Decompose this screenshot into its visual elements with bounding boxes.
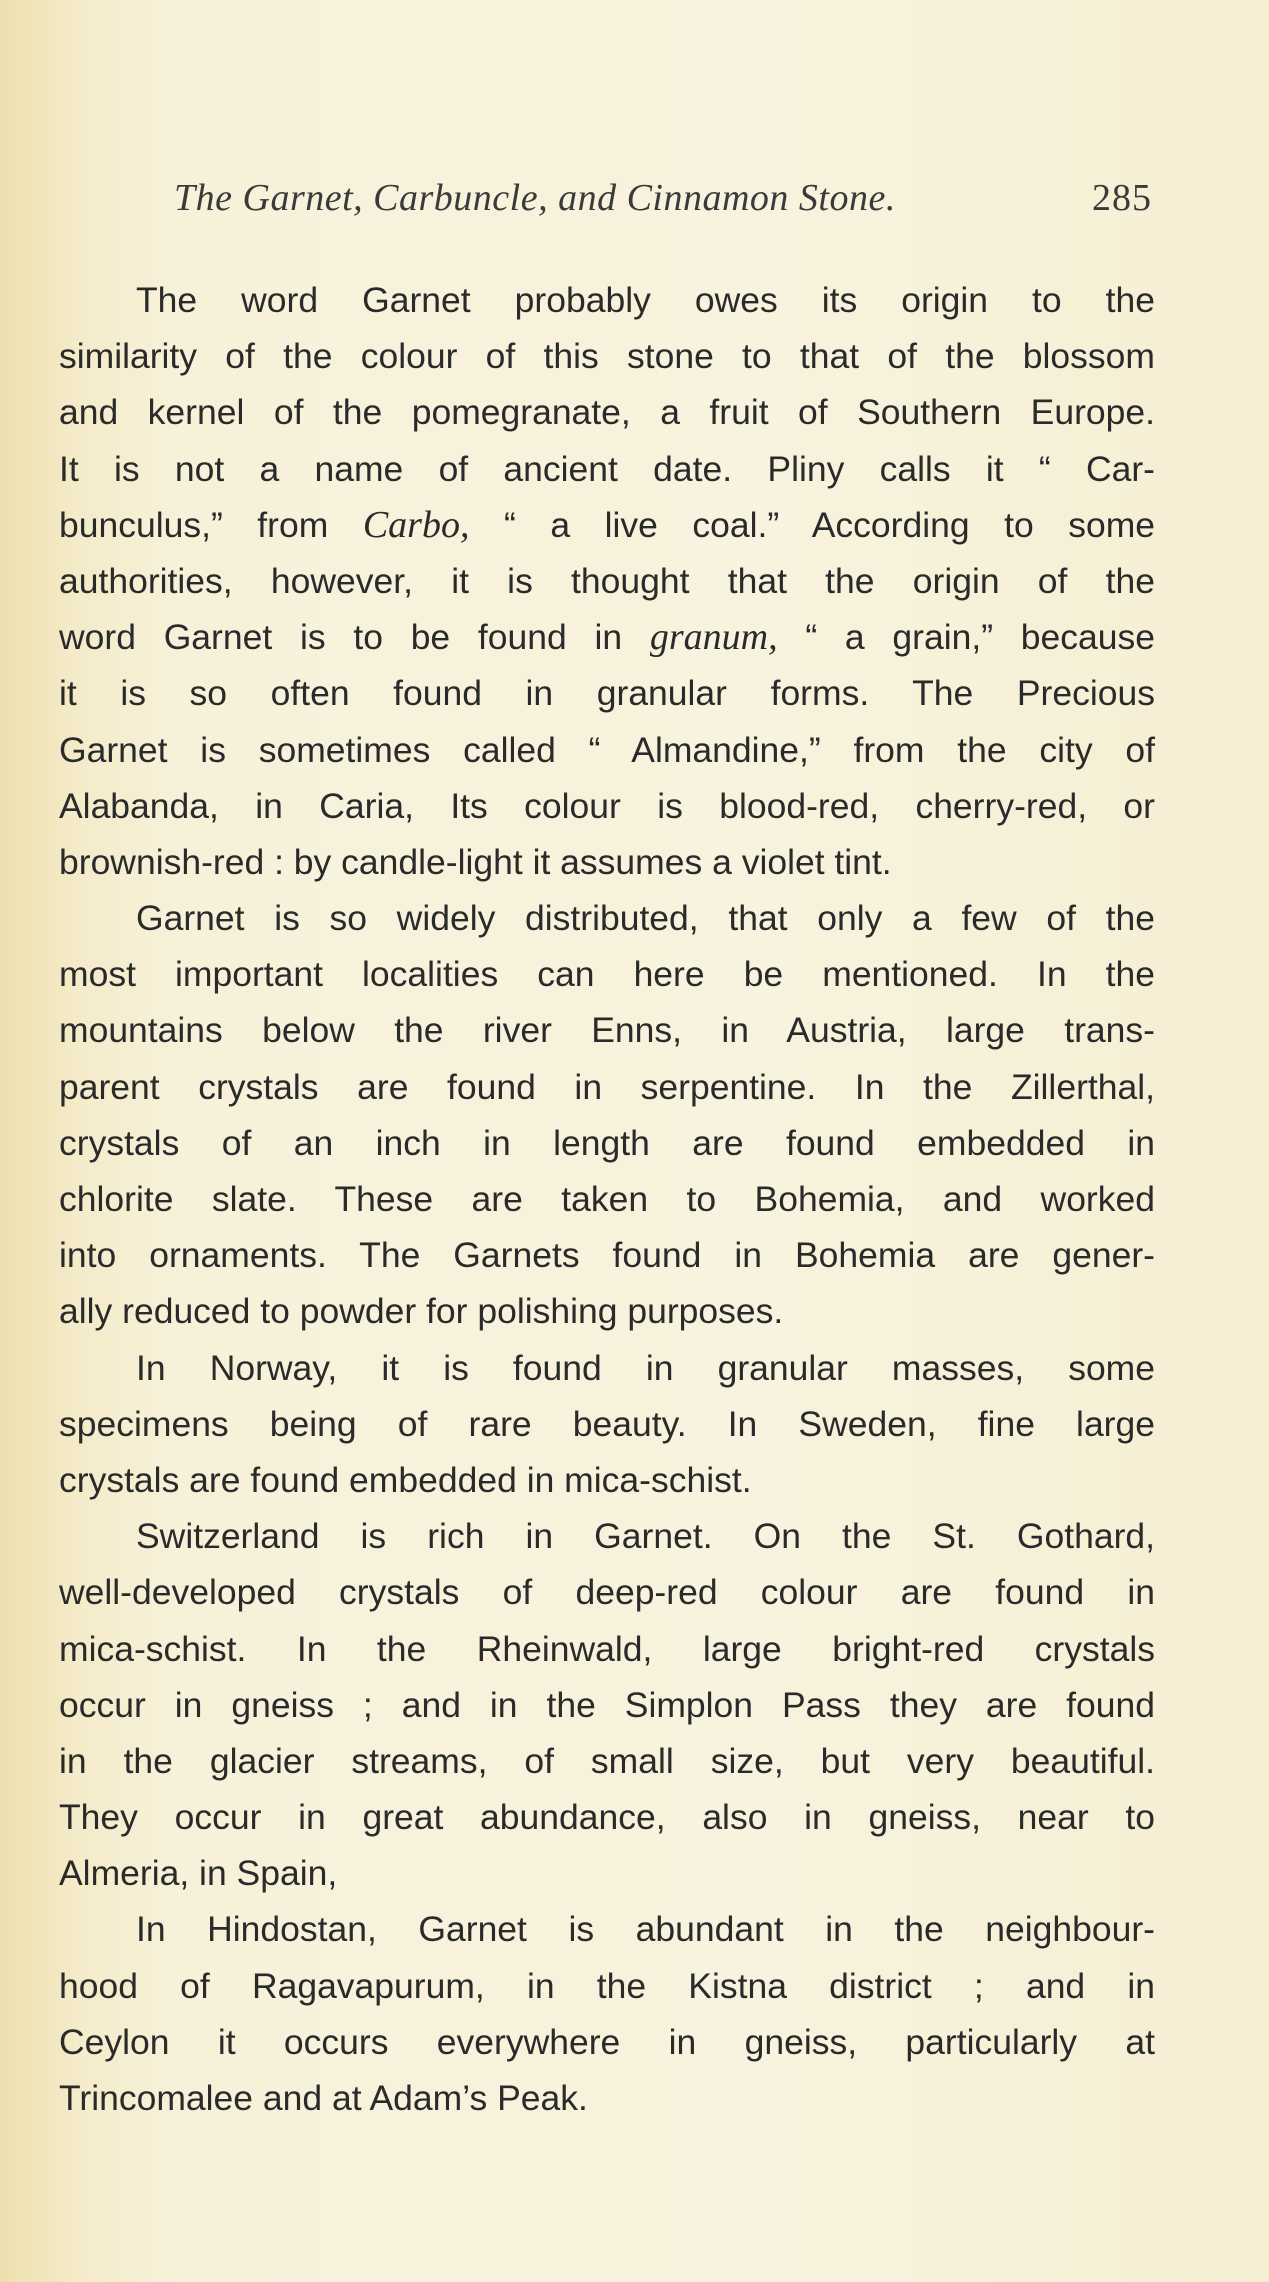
text-line — [59, 1452, 1155, 1508]
text-run: “ a live coal.” According to some — [469, 504, 1156, 545]
text-run: most important localities can here be mentioned. In the — [59, 954, 1155, 995]
text-run: It is not a name of ancient date. Pliny calls it “ Car- — [59, 448, 1155, 489]
text-run: Garnet is so widely distributed, that only a few of the — [136, 898, 1155, 939]
text-run: chlorite slate. These are taken to Bohemia, and worked — [59, 1179, 1155, 1219]
text-line — [59, 384, 1155, 440]
text-run: specimens being of rare beauty. In Sweden, fine large — [59, 1403, 1155, 1444]
text-run: ally reduced to powder for polishing purposes. — [59, 1291, 784, 1332]
text-line — [59, 1677, 1155, 1733]
text-line — [59, 1059, 1155, 1115]
text-line — [59, 2014, 1155, 2070]
text-run: mountains below the river Enns, in Austria, large trans- — [59, 1010, 1155, 1051]
text-line — [59, 2070, 1155, 2126]
text-run: hood of Ragavapurum, in the Kistna district ; and in — [59, 1965, 1155, 2006]
text-run: Ceylon it occurs everywhere in gneiss, particularly at — [59, 2021, 1155, 2062]
running-head — [174, 176, 1152, 232]
text-run: into ornaments. The Garnets found in Bohemia are gener- — [59, 1235, 1155, 1276]
page-number: 285 — [1092, 177, 1152, 219]
text-run: Switzerland is rich in Garnet. On the St. Gothard, — [136, 1516, 1155, 1557]
text-run: it is so often found in granular forms. The Precious — [59, 673, 1155, 714]
text-line — [59, 890, 1155, 946]
text-line — [59, 1958, 1155, 2014]
text-run: authorities, however, it is thought that the origin of the — [59, 560, 1155, 601]
text-run: They occur in great abundance, also in gneiss, near to — [59, 1797, 1155, 1838]
text-line — [59, 1115, 1155, 1171]
text-run: and kernel of the pomegranate, a fruit of Southern Europe. — [59, 392, 1155, 433]
text-run: in the glacier streams, of small size, but very beautiful. — [59, 1740, 1155, 1781]
text-run: word Garnet is to be found in — [59, 617, 650, 658]
text-run: bunculus,” from — [59, 504, 363, 545]
text-run: “ a grain,” because — [777, 617, 1156, 658]
text-line — [59, 1340, 1155, 1396]
italic-term: granum, — [649, 616, 778, 659]
text-run: crystals are found embedded in mica-schist. — [59, 1459, 752, 1500]
text-run: The word Garnet probably owes its origin to the — [136, 280, 1155, 320]
text-line — [59, 778, 1155, 834]
text-line — [59, 441, 1155, 497]
text-line — [59, 1002, 1155, 1058]
text-run: well-developed crystals of deep-red colour are found in — [59, 1572, 1155, 1613]
text-line — [59, 1396, 1155, 1452]
text-line — [59, 665, 1155, 721]
text-run: occur in gneiss ; and in the Simplon Pass they are found — [59, 1684, 1155, 1725]
text-line — [59, 1789, 1155, 1845]
text-run: parent crystals are found in serpentine. In the Zillerthal, — [59, 1066, 1155, 1107]
text-line — [59, 1621, 1155, 1677]
text-run: In Norway, it is found in granular masses, some — [136, 1347, 1155, 1388]
text-run: crystals of an inch in length are found embedded in — [59, 1122, 1155, 1163]
text-line — [59, 834, 1155, 890]
text-line — [59, 946, 1155, 1002]
text-line — [59, 609, 1155, 665]
italic-term: Carbo, — [362, 503, 470, 546]
text-run: In Hindostan, Garnet is abundant in the neighbour- — [136, 1909, 1155, 1950]
text-run: brownish-red : by candle-light it assumes a violet tint. — [59, 841, 892, 882]
text-line — [59, 722, 1155, 778]
text-line — [59, 328, 1155, 384]
text-run: Alabanda, in Caria, Its colour is blood-red, cherry-red, or — [59, 785, 1155, 826]
text-line — [59, 1564, 1155, 1620]
text-line — [59, 497, 1155, 553]
text-line — [59, 1901, 1155, 1957]
running-head-title: The Garnet, Carbuncle, and Cinnamon Stone. — [174, 177, 896, 219]
text-run: Trincomalee and at Adam’s Peak. — [59, 2078, 588, 2118]
text-line — [59, 1733, 1155, 1789]
text-run: mica-schist. In the Rheinwald, large bright-red crystals — [59, 1628, 1155, 1669]
text-run: Almeria, in Spain, — [59, 1853, 338, 1894]
text-line — [59, 1227, 1155, 1283]
text-line — [59, 272, 1155, 328]
text-run: Garnet is sometimes called “ Almandine,” from the city of — [59, 729, 1155, 770]
text-line — [59, 1508, 1155, 1564]
text-line — [59, 1283, 1155, 1339]
text-line — [59, 1845, 1155, 1901]
body-text — [59, 272, 1155, 2126]
text-line — [59, 553, 1155, 609]
text-line — [59, 1171, 1155, 1227]
text-run: similarity of the colour of this stone to that of the blossom — [59, 336, 1155, 377]
